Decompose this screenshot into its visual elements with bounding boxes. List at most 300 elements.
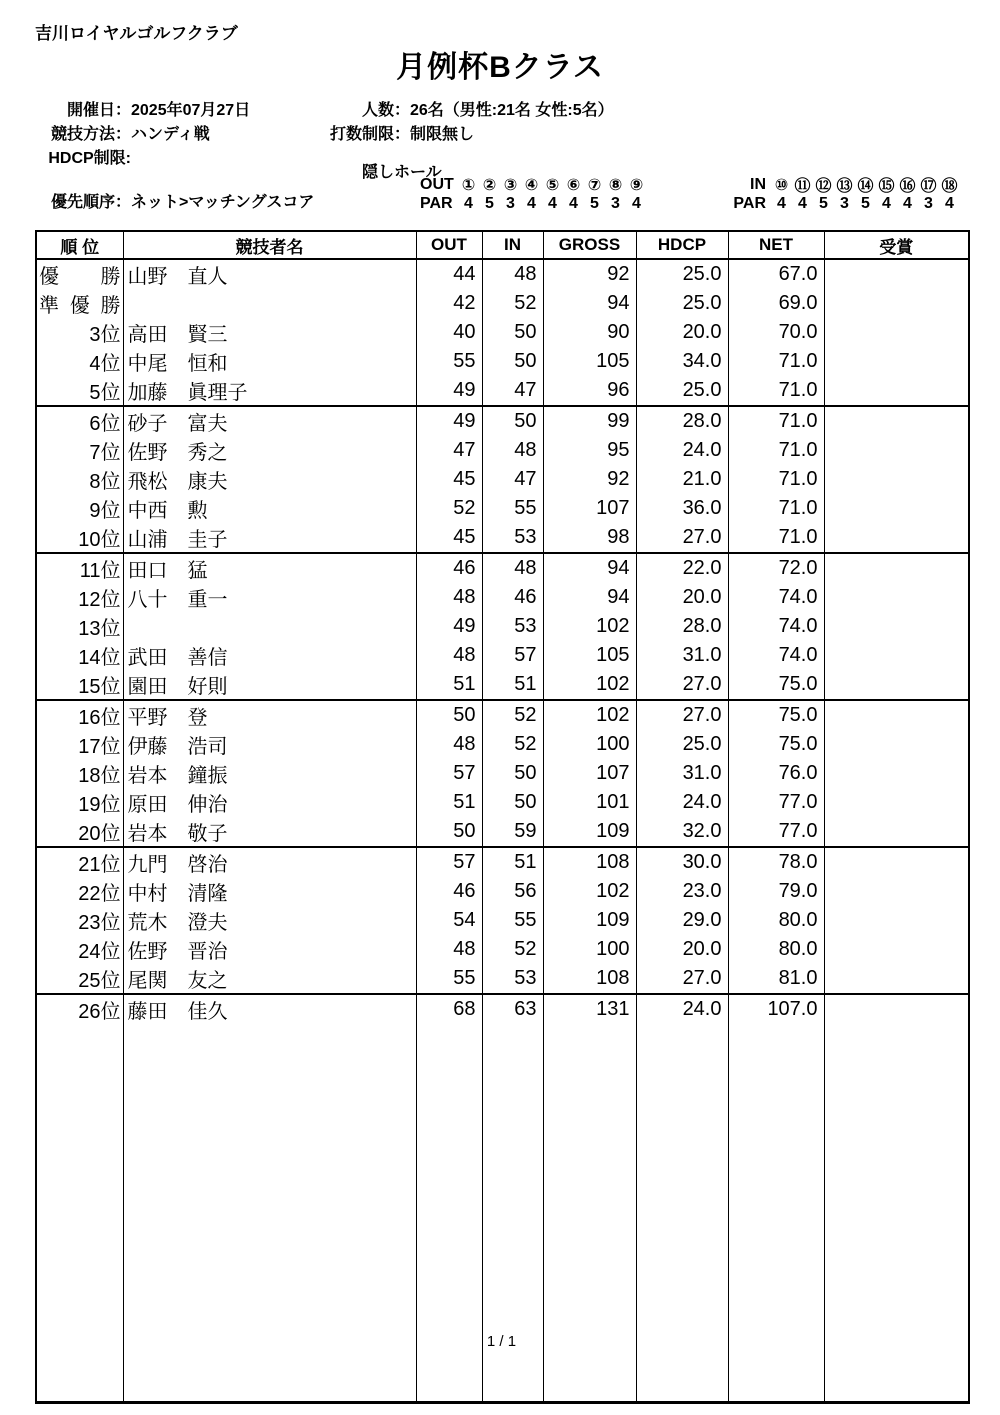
column-header: NET: [728, 231, 824, 259]
in-score-cell: 47: [482, 376, 543, 406]
par-value: 3: [840, 194, 849, 212]
page-title: 月例杯Bクラス: [396, 51, 604, 84]
out-score-cell: 48: [416, 730, 482, 759]
award-cell: [824, 847, 969, 877]
table-row: [36, 847, 969, 877]
rank-cell: 準優勝: [36, 289, 123, 318]
net-cell: 74.0: [728, 612, 824, 641]
rank-cell: 5位: [36, 376, 123, 406]
out-score-cell: 68: [416, 994, 482, 1024]
net-cell: 74.0: [728, 583, 824, 612]
in-holes-row: [733, 175, 960, 194]
out-par-row: [420, 194, 647, 213]
table-row: [36, 376, 969, 406]
in-score-cell: 50: [482, 759, 543, 788]
out-score-cell: 51: [416, 670, 482, 700]
out-score-cell: 40: [416, 318, 482, 347]
in-score-cell: 48: [482, 553, 543, 583]
hdcp-limit-line: [35, 145, 131, 168]
gross-cell: 94: [543, 553, 636, 583]
hdcp-cell: 32.0: [636, 817, 728, 847]
hole-number: ⑨: [629, 176, 644, 194]
out-par-label: PAR: [420, 194, 453, 212]
par-value: 4: [464, 194, 473, 212]
award-cell: [824, 259, 969, 289]
name-cell: 飛松 康夫: [123, 465, 416, 494]
name-cell: 中村 清隆: [123, 877, 416, 906]
column-header: GROSS: [543, 231, 636, 259]
out-score-cell: 55: [416, 964, 482, 994]
gross-cell: 107: [543, 759, 636, 788]
name-cell: 中尾 恒和: [123, 347, 416, 376]
net-cell: 79.0: [728, 877, 824, 906]
in-par-label: PAR: [733, 194, 766, 212]
in-score-cell: 52: [482, 935, 543, 964]
name-cell: 岩本 鐘振: [123, 759, 416, 788]
table-row: [36, 553, 969, 583]
in-score-cell: 50: [482, 788, 543, 817]
in-score-cell: 53: [482, 964, 543, 994]
rank-cell: 16位: [36, 700, 123, 730]
hdcp-cell: 31.0: [636, 641, 728, 670]
award-cell: [824, 730, 969, 759]
out-score-cell: 57: [416, 759, 482, 788]
hdcp-cell: 25.0: [636, 730, 728, 759]
out-score-cell: 45: [416, 465, 482, 494]
name-cell: 藤田 佳久: [123, 994, 416, 1024]
out-score-cell: 55: [416, 347, 482, 376]
table-row: [36, 700, 969, 730]
award-cell: [824, 877, 969, 906]
out-score-cell: 47: [416, 436, 482, 465]
award-cell: [824, 759, 969, 788]
rank-cell: 3位: [36, 318, 123, 347]
award-cell: [824, 641, 969, 670]
event-date-value: 2025年07月27日: [131, 102, 251, 119]
in-score-cell: 48: [482, 259, 543, 289]
gross-cell: 108: [543, 964, 636, 994]
net-cell: 77.0: [728, 817, 824, 847]
name-cell: 佐野 晋治: [123, 935, 416, 964]
net-cell: 76.0: [728, 759, 824, 788]
net-cell: 78.0: [728, 847, 824, 877]
participant-count-value: 26名（男性:21名 女性:5名）: [410, 102, 614, 119]
gross-cell: 99: [543, 406, 636, 436]
par-value: 4: [632, 194, 641, 212]
net-cell: 77.0: [728, 788, 824, 817]
hdcp-cell: 24.0: [636, 436, 728, 465]
award-cell: [824, 670, 969, 700]
hidden-hole-title: 隠しホール: [362, 164, 442, 181]
gross-cell: 109: [543, 906, 636, 935]
in-score-cell: 59: [482, 817, 543, 847]
column-header: IN: [482, 231, 543, 259]
in-score-cell: 52: [482, 730, 543, 759]
out-score-cell: 42: [416, 289, 482, 318]
gross-cell: 96: [543, 376, 636, 406]
rank-cell: 18位: [36, 759, 123, 788]
gross-cell: 105: [543, 641, 636, 670]
par-value: 4: [777, 194, 786, 212]
out-score-cell: 49: [416, 406, 482, 436]
net-cell: 72.0: [728, 553, 824, 583]
award-cell: [824, 964, 969, 994]
rank-cell: 4位: [36, 347, 123, 376]
table-row: [36, 788, 969, 817]
gross-cell: 92: [543, 465, 636, 494]
hole-number: ④: [524, 176, 539, 194]
net-cell: 71.0: [728, 494, 824, 523]
participant-count-line: [330, 97, 614, 120]
table-row: [36, 523, 969, 553]
table-row: [36, 406, 969, 436]
table-row: [36, 347, 969, 376]
par-value: 3: [924, 194, 933, 212]
par-value: 4: [945, 194, 954, 212]
in-label: IN: [750, 175, 766, 193]
in-score-cell: 50: [482, 406, 543, 436]
gross-cell: 102: [543, 877, 636, 906]
hole-number: ⑫: [815, 178, 832, 195]
par-value: 4: [527, 194, 536, 212]
rank-cell: 優 勝: [36, 259, 123, 289]
rank-cell: 25位: [36, 964, 123, 994]
column-header: 受賞: [824, 231, 969, 259]
hole-number: ⑮: [878, 178, 895, 195]
hdcp-cell: 25.0: [636, 259, 728, 289]
net-cell: 71.0: [728, 376, 824, 406]
hole-number: ⑱: [941, 178, 958, 195]
par-value: 3: [611, 194, 620, 212]
event-date-line: [35, 97, 250, 120]
column-header: OUT: [416, 231, 482, 259]
name-cell: 加藤 眞理子: [123, 376, 416, 406]
award-cell: [824, 553, 969, 583]
award-cell: [824, 788, 969, 817]
net-cell: 71.0: [728, 347, 824, 376]
table-row: [36, 994, 969, 1024]
competition-method-label: 競技方法：: [50, 126, 131, 143]
award-cell: [824, 376, 969, 406]
hdcp-cell: 34.0: [636, 347, 728, 376]
in-par-row: [733, 194, 960, 213]
gross-cell: 102: [543, 700, 636, 730]
hdcp-cell: 27.0: [636, 700, 728, 730]
hole-number: ⑤: [545, 176, 560, 194]
award-cell: [824, 318, 969, 347]
table-row: [36, 583, 969, 612]
out-score-cell: 49: [416, 376, 482, 406]
rank-cell: 19位: [36, 788, 123, 817]
in-score-cell: 48: [482, 436, 543, 465]
par-value: 4: [569, 194, 578, 212]
table-row: [36, 465, 969, 494]
hole-number: ⑧: [608, 176, 623, 194]
hdcp-cell: 23.0: [636, 877, 728, 906]
out-score-cell: 54: [416, 906, 482, 935]
table-row: [36, 817, 969, 847]
award-cell: [824, 935, 969, 964]
par-value: 3: [506, 194, 515, 212]
hdcp-cell: 30.0: [636, 847, 728, 877]
page-number: 1 / 1: [486, 1333, 517, 1350]
out-holes-row: [420, 175, 647, 194]
hdcp-cell: 36.0: [636, 494, 728, 523]
table-row: [36, 494, 969, 523]
name-cell: 八十 重一: [123, 583, 416, 612]
in-score-cell: 55: [482, 494, 543, 523]
hole-number: ⑪: [794, 178, 811, 195]
in-score-cell: 57: [482, 641, 543, 670]
gross-cell: 105: [543, 347, 636, 376]
hole-number: ②: [482, 176, 497, 194]
award-cell: [824, 700, 969, 730]
name-cell: 平野 登: [123, 700, 416, 730]
rank-cell: 21位: [36, 847, 123, 877]
out-score-cell: 48: [416, 583, 482, 612]
name-cell: 砂子 富夫: [123, 406, 416, 436]
out-score-cell: 51: [416, 788, 482, 817]
hdcp-cell: 25.0: [636, 376, 728, 406]
name-cell: 尾関 友之: [123, 964, 416, 994]
priority-order-line: [35, 189, 314, 212]
name-cell: 園田 好則: [123, 670, 416, 700]
gross-cell: 94: [543, 583, 636, 612]
award-cell: [824, 817, 969, 847]
par-value: 5: [819, 194, 828, 212]
hole-number: ⑭: [857, 178, 874, 195]
hdcp-cell: 28.0: [636, 406, 728, 436]
rank-cell: 10位: [36, 523, 123, 553]
rank-cell: 26位: [36, 994, 123, 1024]
hdcp-cell: 28.0: [636, 612, 728, 641]
hdcp-cell: 22.0: [636, 553, 728, 583]
par-value: 4: [548, 194, 557, 212]
name-cell: 岩本 敬子: [123, 817, 416, 847]
hole-number: ①: [461, 176, 476, 194]
gross-cell: 107: [543, 494, 636, 523]
rank-cell: 17位: [36, 730, 123, 759]
name-cell: 田口 猛: [123, 553, 416, 583]
out-label: OUT: [420, 175, 454, 193]
table-row: [36, 877, 969, 906]
in-score-cell: 52: [482, 700, 543, 730]
award-cell: [824, 906, 969, 935]
gross-cell: 102: [543, 612, 636, 641]
out-score-cell: 49: [416, 612, 482, 641]
gross-cell: 100: [543, 730, 636, 759]
gross-cell: 131: [543, 994, 636, 1024]
par-value: 4: [798, 194, 807, 212]
name-cell: 伊藤 浩司: [123, 730, 416, 759]
in-score-cell: 53: [482, 523, 543, 553]
gross-cell: 95: [543, 436, 636, 465]
award-cell: [824, 494, 969, 523]
in-score-cell: 56: [482, 877, 543, 906]
competition-method-value: ハンディ戦: [131, 126, 210, 143]
hdcp-cell: 24.0: [636, 788, 728, 817]
award-cell: [824, 994, 969, 1024]
name-cell: [123, 612, 416, 641]
rank-cell: 11位: [36, 553, 123, 583]
column-header: 順 位: [36, 231, 123, 259]
net-cell: 107.0: [728, 994, 824, 1024]
column-header: HDCP: [636, 231, 728, 259]
net-cell: 71.0: [728, 436, 824, 465]
name-cell: 荒木 澄夫: [123, 906, 416, 935]
net-cell: 80.0: [728, 906, 824, 935]
name-cell: [123, 289, 416, 318]
net-cell: 67.0: [728, 259, 824, 289]
hdcp-cell: 27.0: [636, 964, 728, 994]
in-holes-block: [733, 175, 960, 213]
hdcp-cell: 31.0: [636, 759, 728, 788]
out-score-cell: 46: [416, 553, 482, 583]
gross-cell: 101: [543, 788, 636, 817]
name-cell: 山野 直人: [123, 259, 416, 289]
hdcp-cell: 20.0: [636, 935, 728, 964]
rank-cell: 22位: [36, 877, 123, 906]
award-cell: [824, 523, 969, 553]
name-cell: 九門 啓治: [123, 847, 416, 877]
in-score-cell: 52: [482, 289, 543, 318]
out-score-cell: 57: [416, 847, 482, 877]
name-cell: 佐野 秀之: [123, 436, 416, 465]
rank-cell: 12位: [36, 583, 123, 612]
gross-cell: 102: [543, 670, 636, 700]
rank-cell: 9位: [36, 494, 123, 523]
net-cell: 75.0: [728, 670, 824, 700]
competition-method-line: [35, 121, 210, 144]
rank-cell: 15位: [36, 670, 123, 700]
name-cell: 山浦 圭子: [123, 523, 416, 553]
stroke-limit-value: 制限無し: [410, 126, 475, 143]
in-score-cell: 46: [482, 583, 543, 612]
table-row: [36, 935, 969, 964]
par-value: 5: [590, 194, 599, 212]
out-score-cell: 44: [416, 259, 482, 289]
net-cell: 71.0: [728, 406, 824, 436]
net-cell: 80.0: [728, 935, 824, 964]
table-row: [36, 670, 969, 700]
hole-number: ⑩: [774, 176, 789, 194]
table-row: [36, 289, 969, 318]
results-table: [35, 230, 970, 1404]
priority-order-label: 優先順序：: [50, 194, 131, 211]
hole-number: ⑥: [566, 176, 581, 194]
in-score-cell: 47: [482, 465, 543, 494]
in-score-cell: 51: [482, 670, 543, 700]
table-row: [36, 318, 969, 347]
net-cell: 74.0: [728, 641, 824, 670]
award-cell: [824, 347, 969, 376]
rank-cell: 20位: [36, 817, 123, 847]
hdcp-limit-label: HDCP制限:: [48, 150, 131, 167]
hdcp-cell: 29.0: [636, 906, 728, 935]
gross-cell: 90: [543, 318, 636, 347]
event-date-label: 開催日：: [66, 102, 131, 119]
out-score-cell: 50: [416, 700, 482, 730]
par-value: 5: [861, 194, 870, 212]
out-score-cell: 50: [416, 817, 482, 847]
results-table-header: [36, 231, 969, 259]
table-row: [36, 436, 969, 465]
award-cell: [824, 612, 969, 641]
net-cell: 69.0: [728, 289, 824, 318]
gross-cell: 94: [543, 289, 636, 318]
gross-cell: 109: [543, 817, 636, 847]
gross-cell: 98: [543, 523, 636, 553]
table-row: [36, 259, 969, 289]
net-cell: 75.0: [728, 730, 824, 759]
award-cell: [824, 465, 969, 494]
name-cell: 原田 伸治: [123, 788, 416, 817]
rank-cell: 23位: [36, 906, 123, 935]
table-row: [36, 641, 969, 670]
net-cell: 71.0: [728, 523, 824, 553]
hole-number: ③: [503, 176, 518, 194]
participant-count-label: 人数：: [361, 102, 410, 119]
hdcp-cell: 27.0: [636, 670, 728, 700]
rank-cell: 6位: [36, 406, 123, 436]
hole-number: ⑰: [920, 178, 937, 195]
table-row: [36, 759, 969, 788]
gross-cell: 100: [543, 935, 636, 964]
rank-cell: 24位: [36, 935, 123, 964]
out-score-cell: 52: [416, 494, 482, 523]
out-holes-block: [420, 175, 647, 213]
table-row: [36, 612, 969, 641]
in-score-cell: 51: [482, 847, 543, 877]
in-score-cell: 63: [482, 994, 543, 1024]
hdcp-cell: 27.0: [636, 523, 728, 553]
out-score-cell: 45: [416, 523, 482, 553]
name-cell: 武田 善信: [123, 641, 416, 670]
award-cell: [824, 289, 969, 318]
table-row: [36, 964, 969, 994]
gross-cell: 108: [543, 847, 636, 877]
in-score-cell: 55: [482, 906, 543, 935]
par-value: 4: [882, 194, 891, 212]
club-name: 吉川ロイヤルゴルフクラブ: [35, 24, 238, 43]
par-value: 4: [903, 194, 912, 212]
net-cell: 70.0: [728, 318, 824, 347]
hdcp-cell: 21.0: [636, 465, 728, 494]
rank-cell: 13位: [36, 612, 123, 641]
gross-cell: 92: [543, 259, 636, 289]
award-cell: [824, 583, 969, 612]
out-score-cell: 48: [416, 935, 482, 964]
rank-cell: 7位: [36, 436, 123, 465]
hdcp-cell: 20.0: [636, 583, 728, 612]
name-cell: 高田 賢三: [123, 318, 416, 347]
rank-cell: 8位: [36, 465, 123, 494]
award-cell: [824, 436, 969, 465]
stroke-limit-line: [330, 121, 474, 144]
name-cell: 中西 勲: [123, 494, 416, 523]
column-header: 競技者名: [123, 231, 416, 259]
out-score-cell: 48: [416, 641, 482, 670]
table-row: [36, 730, 969, 759]
net-cell: 75.0: [728, 700, 824, 730]
hole-number: ⑯: [899, 178, 916, 195]
table-row: [36, 906, 969, 935]
in-score-cell: 50: [482, 318, 543, 347]
par-value: 5: [485, 194, 494, 212]
in-score-cell: 50: [482, 347, 543, 376]
stroke-limit-label: 打数制限：: [330, 126, 411, 143]
net-cell: 71.0: [728, 465, 824, 494]
